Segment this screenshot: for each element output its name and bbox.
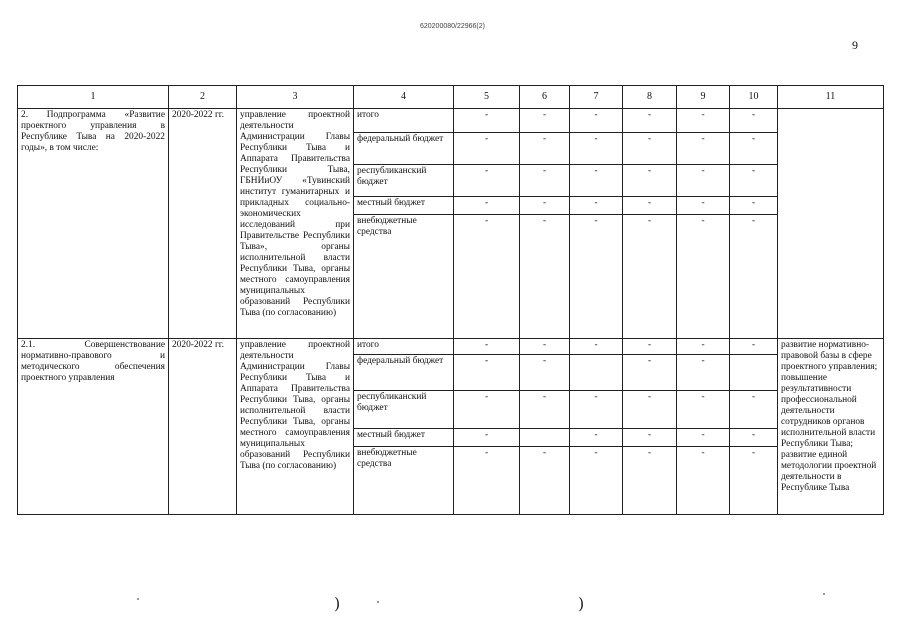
page-number: 9 xyxy=(852,38,858,52)
amount-cell: - xyxy=(454,429,520,447)
amount-cell: - xyxy=(570,133,623,165)
amount-cell: - xyxy=(623,355,677,391)
scan-speck xyxy=(377,601,379,603)
amount-cell: - xyxy=(454,133,520,165)
executor-cell: управление проектной деятельности Администрации Главы Республики Тыва и Аппарата Правительства Республики Тыва, ГБНИиОУ «Тувинский институт гуманитарных и прикладных социально-экономических исследований при Правительстве Республики Тыва», органы исполнительной власти Республики Тыва, органы местного самоуправления муниципальных образований Республики Тыва (по согласованию) xyxy=(237,109,354,339)
amount-cell: - xyxy=(730,429,778,447)
table-row xyxy=(18,109,884,133)
amount-cell: - xyxy=(454,391,520,429)
amount-cell: - xyxy=(677,165,730,197)
program-table xyxy=(17,85,884,515)
amount-cell: - xyxy=(623,429,677,447)
amount-cell: - xyxy=(520,391,570,429)
header-cell: 1 xyxy=(18,86,169,109)
amount-cell: - xyxy=(730,339,778,355)
amount-cell: - xyxy=(623,197,677,215)
funding-source-cell: республиканский бюджет xyxy=(354,165,454,197)
table-row xyxy=(18,339,884,355)
funding-source-cell: итого xyxy=(354,339,454,355)
amount-cell: - xyxy=(623,215,677,339)
funding-source-cell: местный бюджет xyxy=(354,197,454,215)
amount-cell: - xyxy=(623,165,677,197)
scan-speck xyxy=(137,598,139,600)
funding-source-cell: местный бюджет xyxy=(354,429,454,447)
amount-cell: - xyxy=(454,447,520,515)
amount-cell: - xyxy=(520,197,570,215)
funding-source-cell: федеральный бюджет xyxy=(354,355,454,391)
funding-source-cell: внебюджетные средства xyxy=(354,447,454,515)
amount-cell: - xyxy=(623,391,677,429)
amount-cell: - xyxy=(570,429,623,447)
amount-cell: - xyxy=(454,339,520,355)
amount-cell: - xyxy=(520,215,570,339)
amount-cell: - xyxy=(454,355,520,391)
header-cell: 5 xyxy=(454,86,520,109)
header-cell: 8 xyxy=(623,86,677,109)
period-cell: 2020-2022 гг. xyxy=(169,339,237,515)
amount-cell: - xyxy=(730,109,778,133)
amount-cell: - xyxy=(623,133,677,165)
expected-result-cell: развитие нормативно-правовой базы в сфере проектного управления; повышение результативности профессиональной деятельности сотрудников органов исполнительной власти Республики Тыва; развитие единой методологии проектной деятельности в Республике Тыва xyxy=(778,339,884,515)
funding-source-cell: внебюджетные средства xyxy=(354,215,454,339)
amount-cell: - xyxy=(570,197,623,215)
amount-cell xyxy=(520,429,570,447)
amount-cell: - xyxy=(730,197,778,215)
document-id: 620200080/22966(2) xyxy=(419,23,485,30)
amount-cell: - xyxy=(520,165,570,197)
amount-cell: - xyxy=(520,133,570,165)
amount-cell: - xyxy=(520,355,570,391)
amount-cell xyxy=(570,355,623,391)
amount-cell: - xyxy=(730,391,778,429)
amount-cell: - xyxy=(677,215,730,339)
amount-cell xyxy=(730,355,778,391)
executor-cell: управление проектной деятельности Администрации Главы Республики Тыва и Аппарата Правительства Республики Тыва, органы исполнительной власти Республики Тыва, органы местного самоуправления муниципальных образований Республики Тыва (по согласованию) xyxy=(237,339,354,515)
header-cell: 9 xyxy=(677,86,730,109)
header-cell: 2 xyxy=(169,86,237,109)
amount-cell: - xyxy=(570,391,623,429)
amount-cell: - xyxy=(570,165,623,197)
header-cell: 6 xyxy=(520,86,570,109)
funding-source-cell: республиканский бюджет xyxy=(354,391,454,429)
amount-cell: - xyxy=(520,447,570,515)
period-cell: 2020-2022 гг. xyxy=(169,109,237,339)
amount-cell: - xyxy=(677,447,730,515)
scan-speck xyxy=(823,593,825,595)
amount-cell: - xyxy=(570,339,623,355)
header-cell: 10 xyxy=(730,86,778,109)
header-cell: 4 xyxy=(354,86,454,109)
amount-cell: - xyxy=(677,355,730,391)
header-cell: 11 xyxy=(778,86,884,109)
amount-cell: - xyxy=(570,109,623,133)
amount-cell: - xyxy=(570,447,623,515)
amount-cell: - xyxy=(677,339,730,355)
amount-cell: - xyxy=(677,109,730,133)
amount-cell: - xyxy=(520,109,570,133)
header-cell: 7 xyxy=(570,86,623,109)
amount-cell: - xyxy=(730,447,778,515)
amount-cell: - xyxy=(454,165,520,197)
amount-cell: - xyxy=(677,391,730,429)
amount-cell: - xyxy=(623,109,677,133)
amount-cell: - xyxy=(677,429,730,447)
program-name-cell: 2. Подпрограмма «Развитие проектного управления в Республике Тыва на 2020-2022 годы», в том числе: xyxy=(18,109,169,339)
amount-cell: - xyxy=(454,109,520,133)
amount-cell: - xyxy=(677,133,730,165)
amount-cell: - xyxy=(623,447,677,515)
program-name-cell: 2.1. Совершенствование нормативно-правового и методического обеспечения проектного управления xyxy=(18,339,169,515)
table-header-row xyxy=(18,86,884,109)
funding-source-cell: итого xyxy=(354,109,454,133)
amount-cell: - xyxy=(730,215,778,339)
amount-cell: - xyxy=(730,165,778,197)
amount-cell: - xyxy=(520,339,570,355)
amount-cell: - xyxy=(454,215,520,339)
header-cell: 3 xyxy=(237,86,354,109)
amount-cell: - xyxy=(570,215,623,339)
scan-mark: ) xyxy=(334,594,341,613)
amount-cell: - xyxy=(454,197,520,215)
amount-cell: - xyxy=(677,197,730,215)
scan-mark: ) xyxy=(578,594,585,613)
funding-source-cell: федеральный бюджет xyxy=(354,133,454,165)
amount-cell: - xyxy=(623,339,677,355)
expected-result-cell xyxy=(778,109,884,339)
amount-cell: - xyxy=(730,133,778,165)
